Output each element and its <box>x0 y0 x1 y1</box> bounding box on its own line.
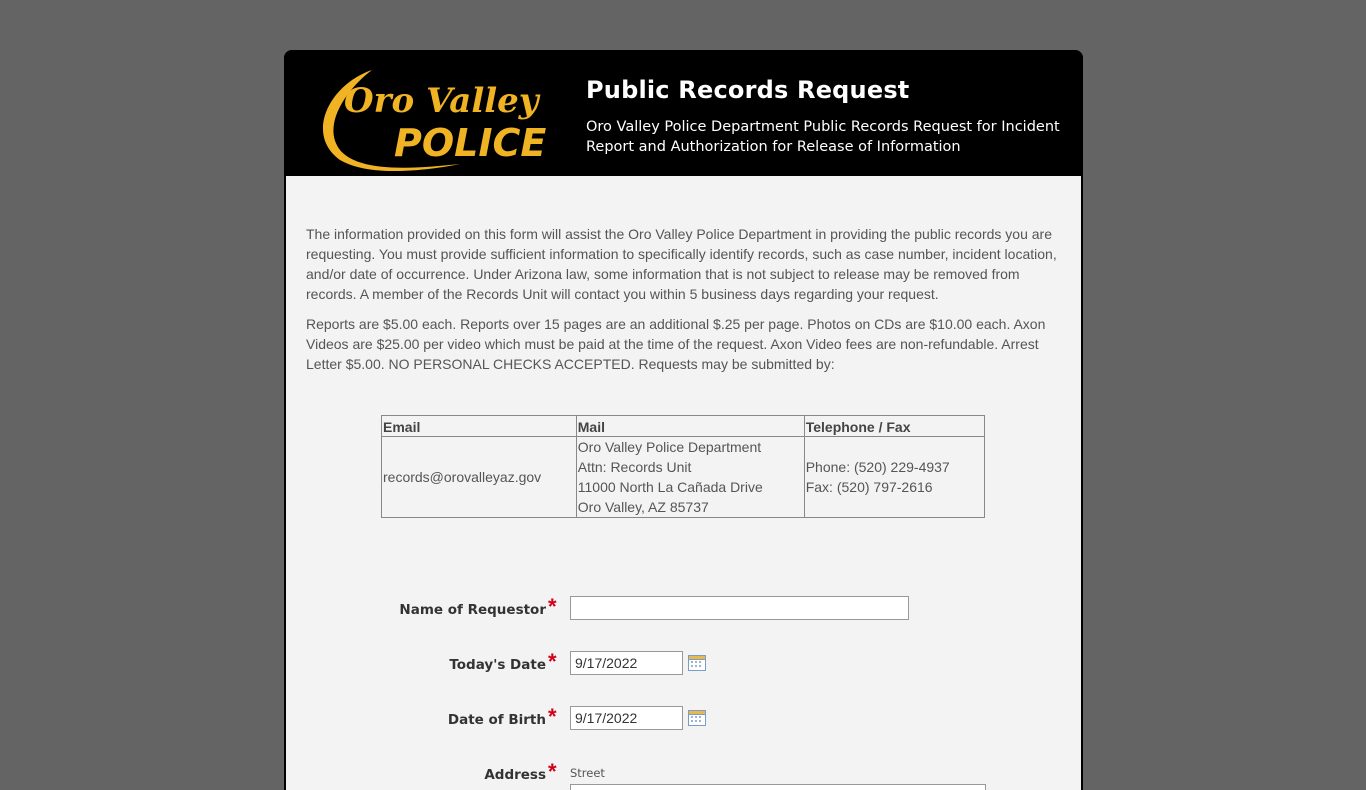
contact-email: records@orovalleyaz.gov <box>382 437 577 518</box>
svg-text:POLICE: POLICE <box>394 121 547 165</box>
date-of-birth-input[interactable] <box>570 706 683 730</box>
page-title: Public Records Request <box>586 76 910 104</box>
contact-table-row <box>382 437 985 518</box>
contact-header-email: Email <box>382 416 577 437</box>
form-body <box>286 176 1081 790</box>
svg-text:Oro Valley: Oro Valley <box>344 81 539 121</box>
contact-mail <box>576 437 804 518</box>
required-marker: * <box>548 649 557 674</box>
mail-line: Oro Valley, AZ 85737 <box>577 499 709 515</box>
mail-line: Oro Valley Police Department <box>577 439 762 455</box>
phone-number: Phone: (520) 229-4937 <box>805 459 950 475</box>
address-label: Address <box>484 767 546 783</box>
name-of-requestor-input[interactable] <box>570 596 909 620</box>
contact-table <box>381 415 985 518</box>
fax-number: Fax: (520) 797-2616 <box>805 479 933 495</box>
required-marker: * <box>548 704 557 729</box>
mail-line: 11000 North La Cañada Drive <box>577 479 763 495</box>
oro-valley-police-logo <box>310 64 556 174</box>
intro-text <box>306 224 1061 384</box>
contact-header-mail: Mail <box>576 416 804 437</box>
page-subtitle: Oro Valley Police Department Public Records Request for Incident Report and Authorization for Release of Information <box>586 119 1060 155</box>
calendar-icon[interactable] <box>688 709 706 726</box>
required-marker: * <box>548 594 557 619</box>
mail-line: Attn: Records Unit <box>577 459 692 475</box>
form-container <box>284 50 1083 790</box>
intro-paragraph-2: Reports are $5.00 each. Reports over 15 pages are an additional $.25 per page. Photos on CDs are $10.00 each. Axon Videos are $25.00 per video which must be paid at the time of the request. Axon Video fees are non-refundable. Arrest Letter $5.00. NO PERSONAL CHECKS ACCEPTED. Requests may be submitted by: <box>306 316 1046 372</box>
contact-table-header-row <box>382 416 985 437</box>
street-address-input[interactable] <box>570 784 986 790</box>
name-label: Name of Requestor <box>399 602 546 618</box>
contact-header-telephone: Telephone / Fax <box>804 416 984 437</box>
form-header <box>284 50 1083 176</box>
todays-date-label: Today's Date <box>449 657 546 673</box>
contact-telephone <box>804 437 984 518</box>
street-sublabel: Street <box>570 766 605 780</box>
todays-date-input[interactable] <box>570 651 683 675</box>
calendar-icon[interactable] <box>688 654 706 671</box>
intro-paragraph-1: The information provided on this form will assist the Oro Valley Police Department in providing the public records you are requesting. You must provide sufficient information to specifically identify records, such as case number, incident location, and/or date of occurrence. Under Arizona law, some information that is not subject to release may be removed from records. A member of the Records Unit will contact you within 5 business days regarding your request. <box>306 226 1057 302</box>
date-of-birth-label: Date of Birth <box>447 712 546 728</box>
required-marker: * <box>548 759 557 784</box>
